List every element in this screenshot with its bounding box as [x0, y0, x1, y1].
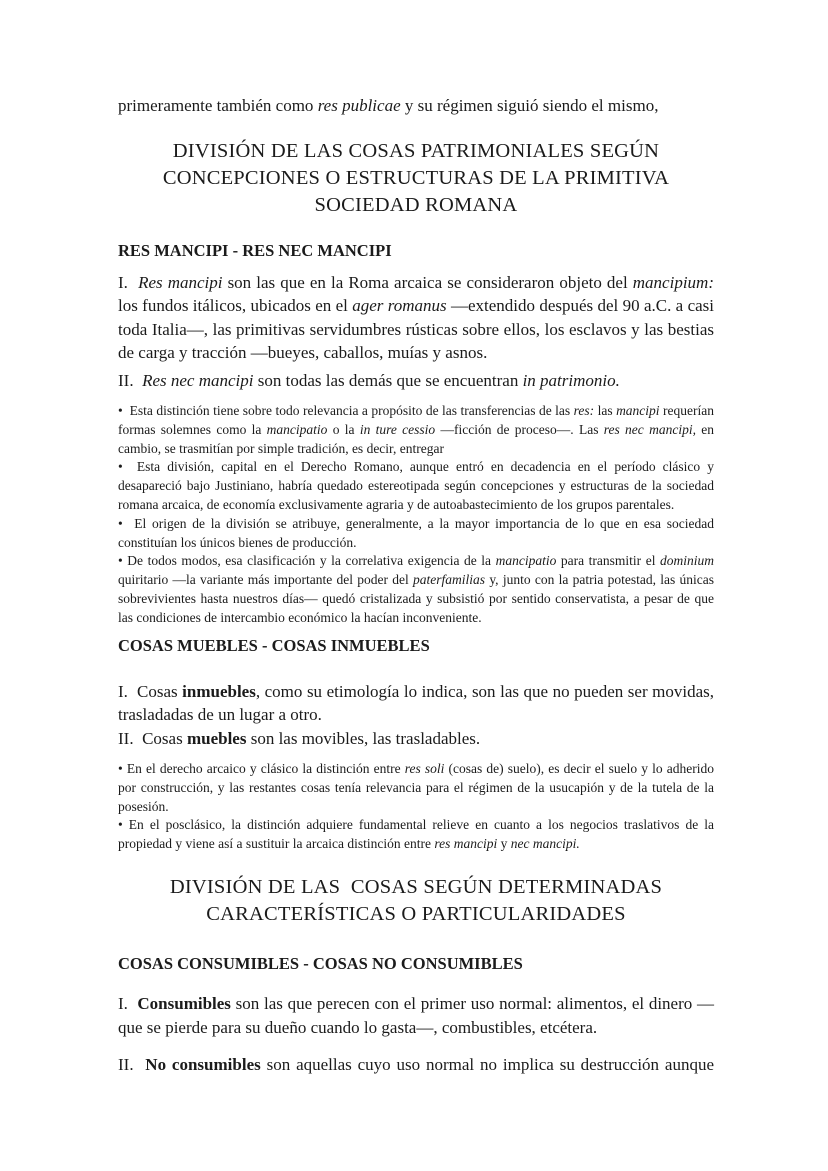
- main-heading-division-patrimoniales: DIVISIÓN DE LAS COSAS PATRIMONIALES SEGÚN CONCEPCIONES O ESTRUCTURAS DE LA PRIMITIVA SOCIEDAD ROMANA: [162, 139, 670, 216]
- bullet-item: • De todos modos, esa clasificación y la correlativa exigencia de la mancipatio para transmitir el dominium quiritario —la variante más importante del poder del paterfamilias y, junto con la patria potestad, las únicas sobrevivientes hasta nuestros días— quedó cristalizada y subsistió por sentido conservatista, a pesar de que las condiciones de intercambio económico la hacían inconveniente.: [118, 553, 714, 625]
- bullet-item: • Esta división, capital en el Derecho Romano, aunque entró en decadencia en el período clásico y desapareció bajo Justiniano, habría quedado estereotipada según concepciones y estructuras de la sociedad romana arcaica, de economía exclusivamente agraria y de autoabastecimiento de los grupos parentales.: [118, 459, 714, 512]
- intro-continuation-line: primeramente también como res publicae y su régimen siguió siendo el mismo,: [118, 96, 659, 115]
- paragraph-inmuebles-i: I. Cosas inmuebles, como su etimología lo indica, son las que no pueden ser movidas, trasladadas de un lugar a otro.: [118, 681, 714, 725]
- bullet-item: • El origen de la división se atribuye, generalmente, a la mayor importancia de lo que en esa sociedad constituían los únicos bienes de producción.: [118, 515, 714, 550]
- section-title-res-mancipi: RES MANCIPI - RES NEC MANCIPI: [118, 240, 392, 260]
- paragraph-muebles-ii: II. Cosas muebles son las movibles, las trasladables.: [118, 728, 481, 748]
- secondary-heading-division-caracteristicas: DIVISIÓN DE LAS COSAS SEGÚN DETERMINADAS CARACTERÍSTICAS O PARTICULARIDADES: [169, 876, 663, 926]
- bullet-item: • En el derecho arcaico y clásico la distinción entre res soli (cosas de) suelo), es decir el suelo y lo adherido por construcción, y las restantes cosas tenía relevancia para el régimen de la usucapión y de la tutela de la posesión.: [118, 761, 714, 814]
- paragraph-consumibles-i: I. Consumibles son las que perecen con el primer uso normal: alimentos, el dinero —que se pierde para su dueño cuando lo gasta—, combustibles, etcétera.: [118, 994, 714, 1037]
- bullet-list-muebles: [118, 760, 714, 854]
- bullet-item: • En el posclásico, la distinción adquiere fundamental relieve en cuanto a los negocios traslativos de la propiedad y viene así a sustituir la arcaica distinción entre res mancipi y nec mancipi.: [118, 817, 714, 852]
- bullet-item: • Esta distinción tiene sobre todo relevancia a propósito de las transferencias de las res: las mancipi requerían formas solemnes como la mancipatio o la in ture cessio —ficción de proceso—. Las res nec mancipi, en cambio, se trasmitían por simple tradición, es decir, entregar: [118, 403, 715, 456]
- paragraph-res-mancipi-i: I. Res mancipi son las que en la Roma arcaica se consideraron objeto del mancipium: los fundos itálicos, ubicados en el ager romanus —extendido después del 90 a.C. a casi toda Italia—, las primitivas servidumbres rústicas sobre ellos, los esclavos y las bestias de carga y tracción —bueyes, caballos, muías y asnos.: [118, 272, 714, 362]
- bullet-list-res-mancipi: [118, 402, 714, 628]
- paragraph-no-consumibles-ii: II. No consumibles son aquellas cuyo uso normal no implica su destrucción aunque: [118, 1055, 714, 1075]
- section-title-muebles-inmuebles: COSAS MUEBLES - COSAS INMUEBLES: [118, 635, 430, 655]
- section-title-consumibles: COSAS CONSUMIBLES - COSAS NO CONSUMIBLES: [118, 954, 523, 974]
- paragraph-res-mancipi-ii: II. Res nec mancipi son todas las demás que se encuentran in patrimonio.: [118, 370, 620, 390]
